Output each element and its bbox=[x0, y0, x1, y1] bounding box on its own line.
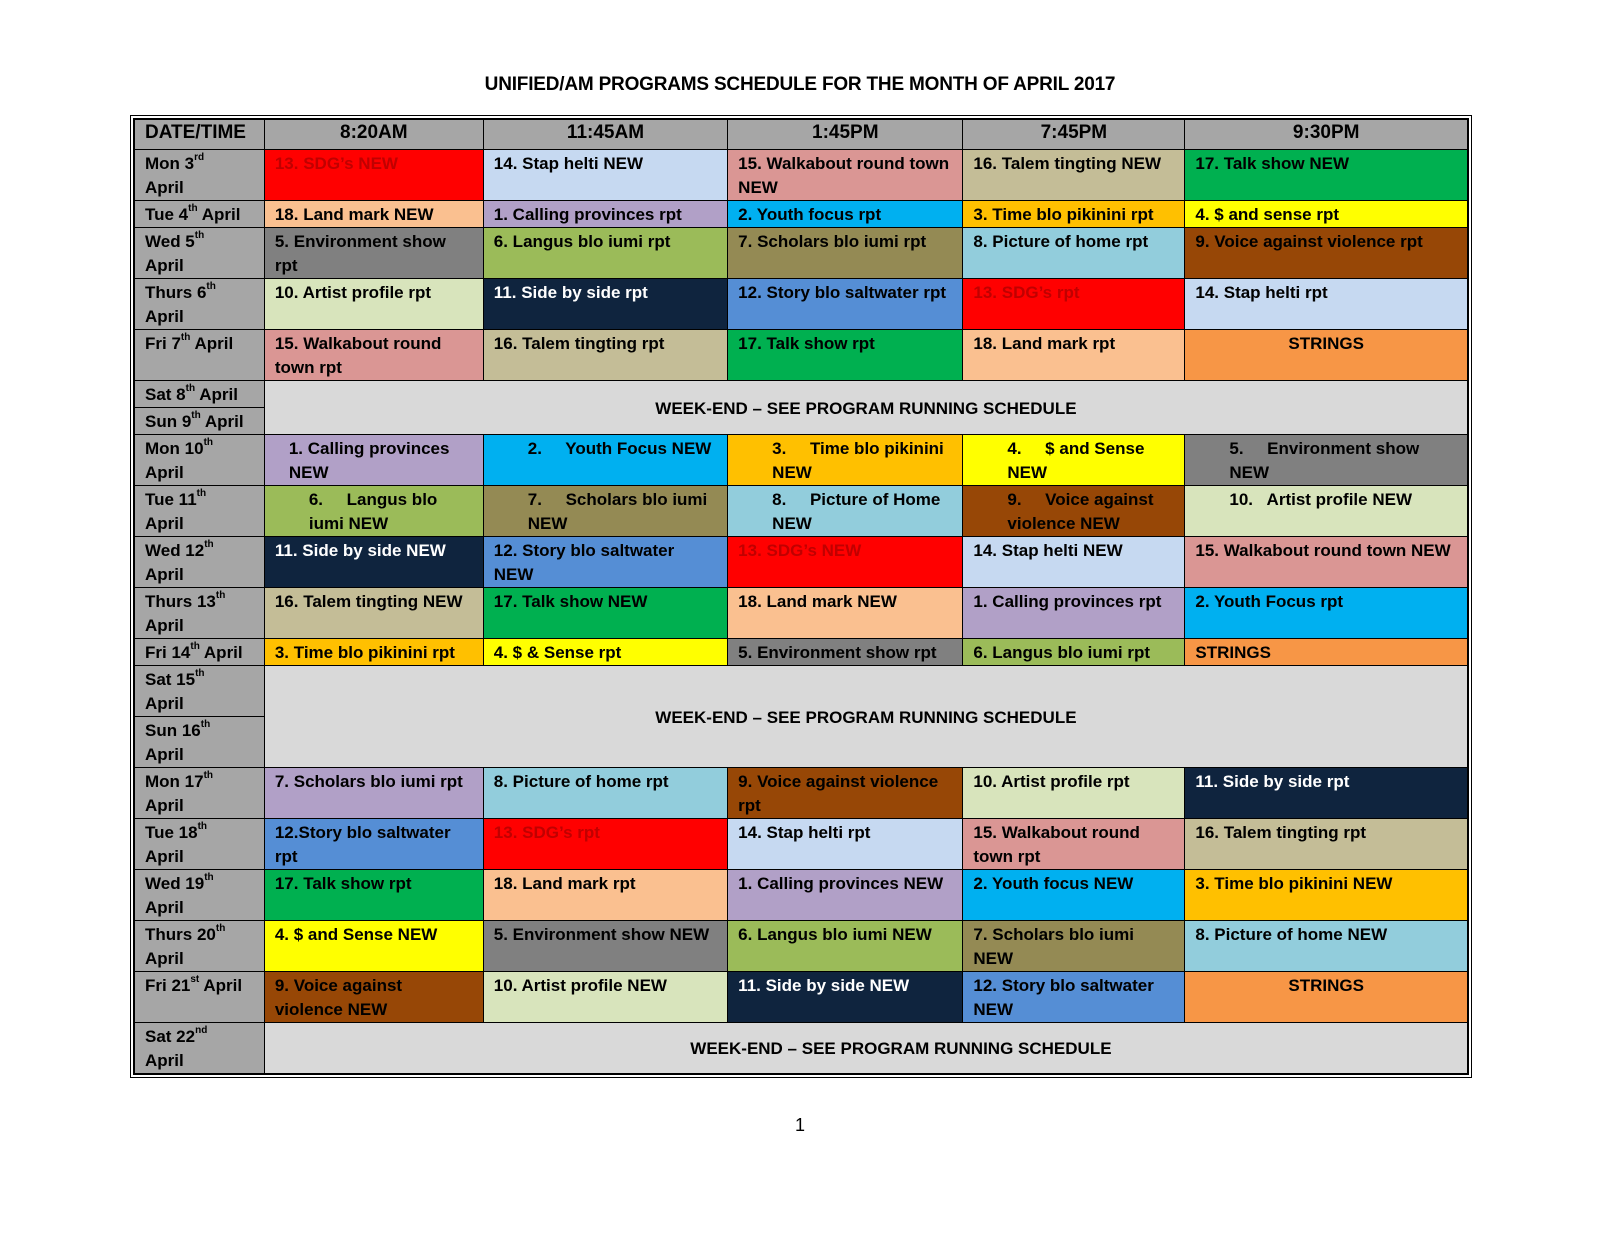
program-cell: 1. Calling provinces rpt bbox=[963, 588, 1185, 639]
date-cell: Tue 11th April bbox=[134, 486, 264, 537]
date-cell: Fri 7th April bbox=[134, 330, 264, 381]
table-row bbox=[134, 330, 1468, 381]
program-cell: 13. SDG’s rpt bbox=[483, 819, 727, 870]
program-cell: 7. Scholars blo iumi rpt bbox=[264, 768, 483, 819]
table-row bbox=[134, 150, 1468, 201]
program-cell: 7. Scholars blo iumi rpt bbox=[728, 228, 963, 279]
weekend-cell: WEEK-END – SEE PROGRAM RUNNING SCHEDULE bbox=[264, 381, 1468, 435]
program-cell: 1. Calling provinces NEW bbox=[264, 435, 483, 486]
program-cell: STRINGS bbox=[1185, 330, 1468, 381]
page-number: 1 bbox=[794, 1115, 805, 1135]
program-cell: 17. Talk show rpt bbox=[264, 870, 483, 921]
program-cell: 9. Voice against violence rpt bbox=[728, 768, 963, 819]
weekend-cell: WEEK-END – SEE PROGRAM RUNNING SCHEDULE bbox=[264, 666, 1468, 768]
program-cell: 15. Walkabout round town NEW bbox=[728, 150, 963, 201]
program-cell: 4. $ and sense rpt bbox=[1185, 201, 1468, 228]
program-cell: 10. Artist profile rpt bbox=[264, 279, 483, 330]
program-cell: 12. Story blo saltwater NEW bbox=[483, 537, 727, 588]
table-row bbox=[134, 537, 1468, 588]
table-row bbox=[134, 588, 1468, 639]
page-title: UNIFIED/AM PROGRAMS SCHEDULE FOR THE MONTH OF APRIL 2017 bbox=[484, 74, 1116, 95]
date-cell: Thurs 13th April bbox=[134, 588, 264, 639]
program-cell: STRINGS bbox=[1185, 639, 1468, 666]
table-row bbox=[134, 768, 1468, 819]
date-cell: Mon 3rd April bbox=[134, 150, 264, 201]
header-time-slot: 1:45PM bbox=[728, 119, 963, 150]
table-row bbox=[134, 486, 1468, 537]
table-row bbox=[134, 666, 1468, 717]
program-cell: 14. Stap helti NEW bbox=[963, 537, 1185, 588]
program-cell: 2. Youth focus rpt bbox=[728, 201, 963, 228]
header-time-slot: 11:45AM bbox=[483, 119, 727, 150]
program-cell: 6. Langus blo iumi NEW bbox=[728, 921, 963, 972]
table-row bbox=[134, 279, 1468, 330]
program-cell: 11. Side by side NEW bbox=[264, 537, 483, 588]
date-cell: Fri 21st April bbox=[134, 972, 264, 1023]
schedule-table bbox=[133, 118, 1469, 1075]
program-cell: 13. SDG’s rpt bbox=[963, 279, 1185, 330]
program-cell: 8. Picture of home NEW bbox=[1185, 921, 1468, 972]
program-cell: 11. Side by side NEW bbox=[728, 972, 963, 1023]
date-cell: Thurs 20th April bbox=[134, 921, 264, 972]
table-row bbox=[134, 381, 1468, 408]
program-cell: 14. Stap helti rpt bbox=[728, 819, 963, 870]
program-cell: 3. Time blo pikinini rpt bbox=[264, 639, 483, 666]
table-row bbox=[134, 228, 1468, 279]
table-row bbox=[134, 870, 1468, 921]
program-cell: 12. Story blo saltwater NEW bbox=[963, 972, 1185, 1023]
program-cell: 7. Scholars blo iumi NEW bbox=[483, 486, 727, 537]
program-cell: 5. Environment show rpt bbox=[264, 228, 483, 279]
program-cell: 10. Artist profile NEW bbox=[1185, 486, 1468, 537]
date-cell: Tue 4th April bbox=[134, 201, 264, 228]
program-cell: 2. Youth Focus rpt bbox=[1185, 588, 1468, 639]
header-time-slot: 7:45PM bbox=[963, 119, 1185, 150]
program-cell: 9. Voice against violence NEW bbox=[963, 486, 1185, 537]
date-cell: Sat 22nd April bbox=[134, 1023, 264, 1075]
program-cell: 10. Artist profile rpt bbox=[963, 768, 1185, 819]
header-time-slot: 8:20AM bbox=[264, 119, 483, 150]
program-cell: 4. $ and Sense NEW bbox=[264, 921, 483, 972]
date-cell: Mon 17th April bbox=[134, 768, 264, 819]
program-cell: 4. $ and Sense NEW bbox=[963, 435, 1185, 486]
table-row bbox=[134, 921, 1468, 972]
header-row bbox=[134, 119, 1468, 150]
program-cell: 4. $ & Sense rpt bbox=[483, 639, 727, 666]
date-cell: Sun 16th April bbox=[134, 717, 264, 768]
program-cell: 9. Voice against violence rpt bbox=[1185, 228, 1468, 279]
program-cell: 13. SDG’s NEW bbox=[264, 150, 483, 201]
program-cell: 18. Land mark NEW bbox=[264, 201, 483, 228]
date-cell: Wed 12th April bbox=[134, 537, 264, 588]
date-cell: Wed 19th April bbox=[134, 870, 264, 921]
program-cell: 16. Talem tingting rpt bbox=[483, 330, 727, 381]
program-cell: 10. Artist profile NEW bbox=[483, 972, 727, 1023]
table-row bbox=[134, 972, 1468, 1023]
header-date-time: DATE/TIME bbox=[134, 119, 264, 150]
program-cell: 13. SDG’s NEW bbox=[728, 537, 963, 588]
program-cell: 9. Voice against violence NEW bbox=[264, 972, 483, 1023]
weekend-cell: WEEK-END – SEE PROGRAM RUNNING SCHEDULE bbox=[264, 1023, 1468, 1075]
program-cell: 18. Land mark NEW bbox=[728, 588, 963, 639]
program-cell: 16. Talem tingting rpt bbox=[1185, 819, 1468, 870]
table-row bbox=[134, 201, 1468, 228]
program-cell: 2. Youth focus NEW bbox=[963, 870, 1185, 921]
date-cell: Mon 10th April bbox=[134, 435, 264, 486]
program-cell: 5. Environment show NEW bbox=[483, 921, 727, 972]
program-cell: 14. Stap helti NEW bbox=[483, 150, 727, 201]
program-cell: 1. Calling provinces NEW bbox=[728, 870, 963, 921]
date-cell: Thurs 6th April bbox=[134, 279, 264, 330]
program-cell: 5. Environment show NEW bbox=[1185, 435, 1468, 486]
program-cell: 3. Time blo pikinini NEW bbox=[728, 435, 963, 486]
program-cell: 12.Story blo saltwater rpt bbox=[264, 819, 483, 870]
program-cell: 15. Walkabout round town NEW bbox=[1185, 537, 1468, 588]
date-cell: Tue 18th April bbox=[134, 819, 264, 870]
program-cell: 12. Story blo saltwater rpt bbox=[728, 279, 963, 330]
table-row bbox=[134, 1023, 1468, 1075]
program-cell: 18. Land mark rpt bbox=[483, 870, 727, 921]
program-cell: 17. Talk show NEW bbox=[483, 588, 727, 639]
program-cell: 16. Talem tingting NEW bbox=[963, 150, 1185, 201]
program-cell: 3. Time blo pikinini rpt bbox=[963, 201, 1185, 228]
program-cell: 15. Walkabout round town rpt bbox=[264, 330, 483, 381]
table-row bbox=[134, 435, 1468, 486]
program-cell: 15. Walkabout round town rpt bbox=[963, 819, 1185, 870]
program-cell: 6. Langus blo iumi rpt bbox=[483, 228, 727, 279]
program-cell: 6. Langus blo iumi NEW bbox=[264, 486, 483, 537]
program-cell: 14. Stap helti rpt bbox=[1185, 279, 1468, 330]
date-cell: Sat 8th April bbox=[134, 381, 264, 408]
program-cell: 8. Picture of home rpt bbox=[963, 228, 1185, 279]
program-cell: 3. Time blo pikinini NEW bbox=[1185, 870, 1468, 921]
program-cell: 2. Youth Focus NEW bbox=[483, 435, 727, 486]
program-cell: 7. Scholars blo iumi NEW bbox=[963, 921, 1185, 972]
program-cell: 16. Talem tingting NEW bbox=[264, 588, 483, 639]
date-cell: Sun 9th April bbox=[134, 408, 264, 435]
table-row bbox=[134, 819, 1468, 870]
program-cell: 17. Talk show NEW bbox=[1185, 150, 1468, 201]
program-cell: 11. Side by side rpt bbox=[1185, 768, 1468, 819]
date-cell: Fri 14th April bbox=[134, 639, 264, 666]
program-cell: 5. Environment show rpt bbox=[728, 639, 963, 666]
program-cell: 8. Picture of Home NEW bbox=[728, 486, 963, 537]
program-cell: STRINGS bbox=[1185, 972, 1468, 1023]
program-cell: 6. Langus blo iumi rpt bbox=[963, 639, 1185, 666]
date-cell: Sat 15th April bbox=[134, 666, 264, 717]
program-cell: 8. Picture of home rpt bbox=[483, 768, 727, 819]
program-cell: 18. Land mark rpt bbox=[963, 330, 1185, 381]
date-cell: Wed 5th April bbox=[134, 228, 264, 279]
program-cell: 11. Side by side rpt bbox=[483, 279, 727, 330]
table-row bbox=[134, 639, 1468, 666]
header-time-slot: 9:30PM bbox=[1185, 119, 1468, 150]
program-cell: 17. Talk show rpt bbox=[728, 330, 963, 381]
program-cell: 1. Calling provinces rpt bbox=[483, 201, 727, 228]
